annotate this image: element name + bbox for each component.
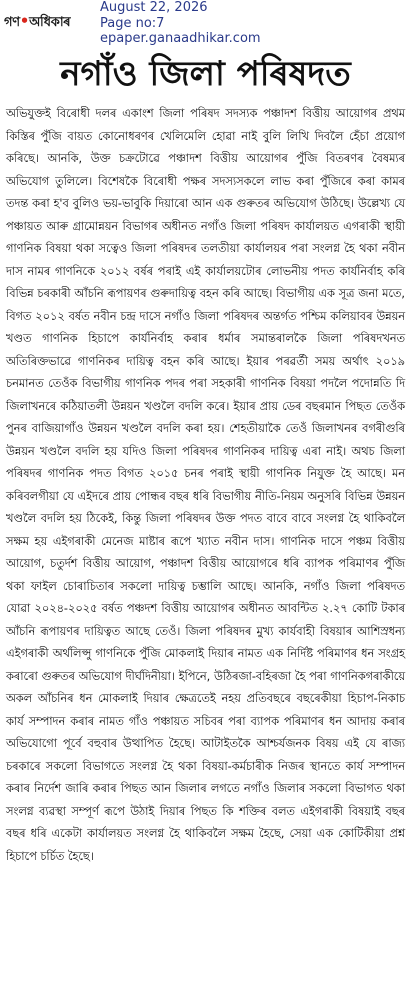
logo-text-part2: অধিকাৰ (29, 15, 71, 30)
epaper-link[interactable]: epaper.ganaadhikar.com (100, 31, 261, 46)
article-headline: নগাঁও জিলা পৰিষদত (60, 54, 351, 94)
page-number: Page no:7 (100, 15, 165, 31)
edition-date: August 22, 2026 (100, 0, 208, 15)
masthead (0, 0, 411, 48)
edition-info (100, 0, 261, 47)
article-body (6, 103, 405, 868)
article-paragraph: অভিযুক্তই বিৰোধী দলৰ একাংশ জিলা পৰিষদ সদস্যক পঞ্চাদশ বিত্তীয় আয়োগৰ প্ৰথম কিস্তিৰ পুঁজি বায়ত কোনোধৰণৰ খেলিমেলি হোৱা নাই বুলি লিখি দিবলৈ হেঁচা প্ৰয়োগ কৰিছে। আনকি, উক্ত চক্ৰটোৱে পঞ্চাদশ বিত্তীয় আয়োগৰ পুঁজি বিতৰণৰ বৈষম্যৰ অভিযোগ তুলিলে। বিশেষকৈ বিৰোধী পক্ষৰ সদস্যসকলে লাভ কৰা পুঁজিৰে কৰা কামৰ তদন্ত কৰা হ'ব বুলিও ভয়-ভাবুকি দিয়াৰো আন এক গুৰুতৰ অভিযোগ উঠিছে। উল্লেখ্য যে পঞ্চায়ত আৰু গ্ৰামোন্নয়ন বিভাগৰ অধীনত নগাঁও জিলা পৰিষদ কাৰ্যালয়ত এগৰাকী স্থায়ী গাণনিক বিষয়া থকা সত্বেও জিলা পৰিষদৰ তলতীয়া কাৰ্যালয়ৰ পৰা সংলগ্ন হৈ থকা নবীন দাস নামৰ গাণনিকে ২০১২ বৰ্ষৰ পৰাই এই কাৰ্যালয়টোৰ লোভনীয় পদত কাৰ্যনিৰ্বাহ কৰি বিভিন্ন চৰকাৰী আঁচনি ৰূপায়ণৰ গুৰুদায়িত্ব বহন কৰি আছে। বিভাগীয় এক সূত্ৰ জনা মতে, বিগত ২০১২ বৰ্ষত নবীন চন্দ্ৰ দাসে নগাঁও জিলা পৰিষদৰ অন্তৰ্গত পশ্চিম কলিয়াবৰ উন্নয়ন খণ্ডত গাণনিক হিচাপে কাৰ্যনিৰ্বাহ কৰাৰ ধৰ্মাৰ সমান্তৰালকৈ জিলা পৰিষদখনত অতিৰিক্তভাৱে গাণনিকৰ দায়িত্ব বহন কৰি আছে। ইয়াৰ পৰৱৰ্তী সময় অৰ্থাৎ ২০১৯ চনমানত তেওঁক বিভাগীয় গাণনিক পদৰ পৰা সহকাৰী গাণনিক বিষয়া পদলৈ পদোন্নতি দি জিলাখনৰে কঠিয়াতলী উন্নয়ন খণ্ডলৈ বদলি কৰে। ইয়াৰ প্ৰায় ডেৰ বছৰমান পিছত তেওঁক পুনৰ বাজিয়াগাঁও উন্নয়ন খণ্ডলৈ বদলি কৰা হয়। শেহতীয়াকৈ তেওঁ জিলাখনৰ বগৰীগুৰি উন্নয়ন খণ্ডলৈ বদলি হয় যদিও জিলা পৰিষদৰ গাণনিকৰ দায়িত্ব এৰা নাই। অথচ জিলা পৰিষদৰ গাণনিক পদত বিগত ২০১৫ চনৰ পৰাই স্থায়ী গাণনিক নিযুক্ত হৈ আছে। মন কৰিবলগীয়া যে এইদৰে প্ৰায় পোন্ধৰ বছৰ ধৰি বিভাগীয় নীতি-নিয়ম অনুসৰি বিভিন্ন উন্নয়ন খণ্ডলৈ বদলি হয় ঠিকেই, কিন্তু জিলা পৰিষদৰ উক্ত পদত বাবে বাবে সংলগ্ন হৈ থাকিবলৈ সক্ষম হয় এইগৰাকী মেনেজ মাষ্টাৰ ৰূপে খ্যাত নবীন দাস। গাণনিক দাসে পঞ্চম বিত্তীয় আয়োগ, চতুৰ্দশ বিত্তীয় আয়োগ, পঞ্চাদশ বিত্তীয় আয়োগৰে ধৰি ব্যাপক পৰিমাণৰ পুঁজি থকা ফাইল চোৰাচিতাৰ সকলো দায়িত্ব চম্ভালি আছে। আনকি, নগাঁও জিলা পৰিষদত যোৱা ২০২৪-২০২৫ বৰ্ষত পঞ্চদশ বিত্তীয় আয়োগৰ অধীনত আবন্টিত ২.২৭ কোটি টকাৰ আঁচনি ৰূপায়ণৰ দায়িত্বত আছে তেওঁ। জিলা পৰিষদৰ মুখ্য কাৰ্যবাহী বিষয়াৰ আশিস্ৰধন্য এইগৰাকী অৰ্থলিপ্সু গাণনিকে পুঁজি মোকলাই দিয়াৰ নামত এক নিৰ্দিষ্ট পৰিমাণৰ ধন সংগ্ৰহ কৰাৰো গুৰুতৰ অভিযোগ দীৰ্ঘদিনীয়া। ইপিনে, উঠিৰজা-বহিৰজা হৈ পৰা গাণনিকগৰাকীয়ে অকল আঁচনিৰ ধন মোকলাই দিয়াৰ ক্ষেত্ৰতেই নহয় প্ৰতিবছৰে বছৰেকীয়া হিচাপ-নিকাচ কাৰ্য সম্পাদন কৰাৰ নামত গাঁও পঞ্চায়ত সচিবৰ পৰা ব্যাপক পৰিমাণৰ ধন আদায় কৰাৰ অভিযোগো পূৰ্বে বহুবাৰ উত্থাপিত হৈছে। আটাইতকৈ আশ্চৰ্যজনক বিষয় এই যে ৰাজ্য চৰকাৰে সকলো বিভাগতে সংলগ্ন হৈ থকা বিষয়া-কৰ্মচাৰীক নিজৰ স্থানতে কাৰ্য সম্পাদন কৰাৰ নিৰ্দেশ জাৰি কৰাৰ পিছত আন জিলাৰ লগতে নগাঁও জিলাৰ সকলো বিভাগত থকা সংলগ্ন ব্যৱস্থা সম্পূৰ্ণ ৰূপে উঠাই দিয়াৰ পিছত কি শক্তিৰ বলত এইগৰাকী বিষয়াই বছৰ বছৰ ধৰি একেটা কাৰ্যালয়ত সংলগ্ন হৈ থাকিবলৈ সক্ষম হৈছে, সেয়া এক কোটিকীয়া প্ৰশ্ন হিচাপে চৰ্চিত হৈছে। (6, 107, 405, 863)
newspaper-logo (4, 6, 94, 36)
logo-dot-icon: • (19, 12, 30, 30)
logo-text-part1: গণ (4, 15, 20, 30)
